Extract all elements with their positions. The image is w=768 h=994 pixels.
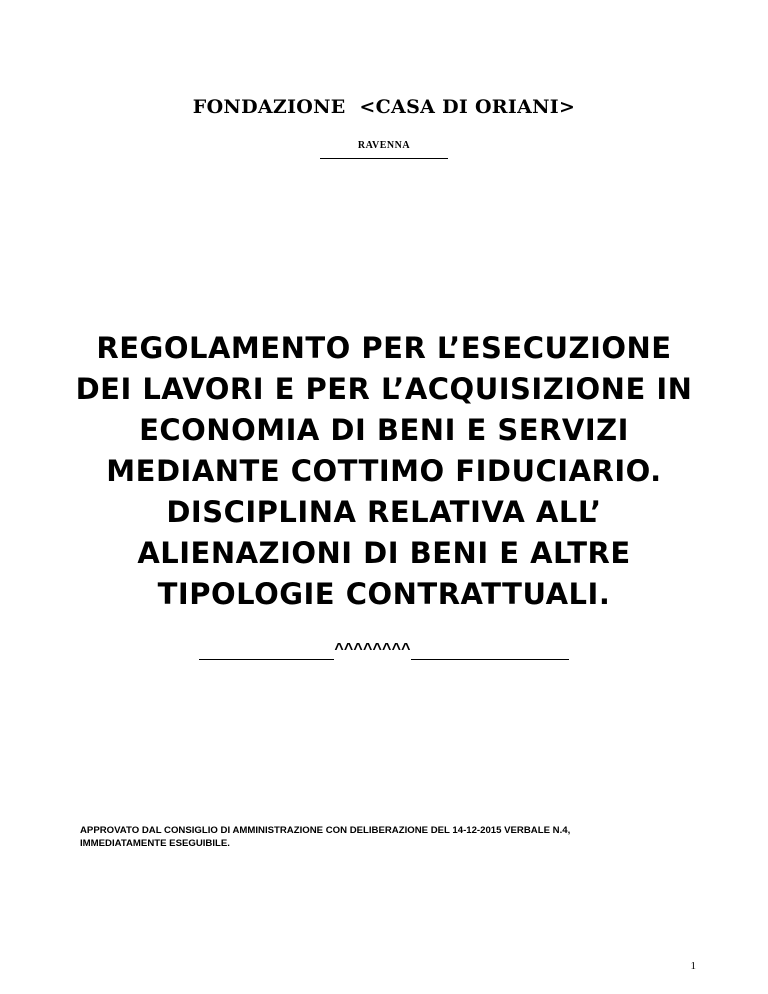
title-line-1: REGOLAMENTO PER L’ESECUZIONE [96, 331, 672, 365]
approval-line-2: IMMEDIATAMENTE ESEGUIBILE. [80, 838, 230, 849]
header-divider [320, 158, 448, 159]
title-line-4: MEDIANTE COTTIMO FIDUCIARIO. [106, 454, 662, 488]
separator-rule-left [199, 649, 334, 660]
separator-rule-right [411, 649, 569, 660]
ornamental-separator [0, 641, 768, 660]
title-line-6: ALIENAZIONI DI BENI E ALTRE [137, 536, 631, 570]
regulation-title [60, 328, 708, 615]
approval-note [80, 824, 700, 850]
title-line-3: ECONOMIA DI BENI E SERVIZI [139, 413, 629, 447]
title-line-7: TIPOLOGIE CONTRATTUALI. [157, 577, 611, 611]
city-name: RAVENNA [357, 140, 411, 151]
title-line-2: DEI LAVORI E PER L’ACQUISIZIONE IN [75, 372, 693, 406]
approval-line-1: APPROVATO DAL CONSIGLIO DI AMMINISTRAZIONE CON DELIBERAZIONE DEL 14-12-2015 VERBALE N.4, [80, 825, 571, 836]
title-line-5: DISCIPLINA RELATIVA ALL’ [166, 495, 602, 529]
page-number: 1 [690, 960, 696, 972]
separator-carets: ^^^^^^^^ [334, 641, 411, 658]
foundation-title: FONDAZIONE <CASA DI ORIANI> [192, 96, 576, 118]
